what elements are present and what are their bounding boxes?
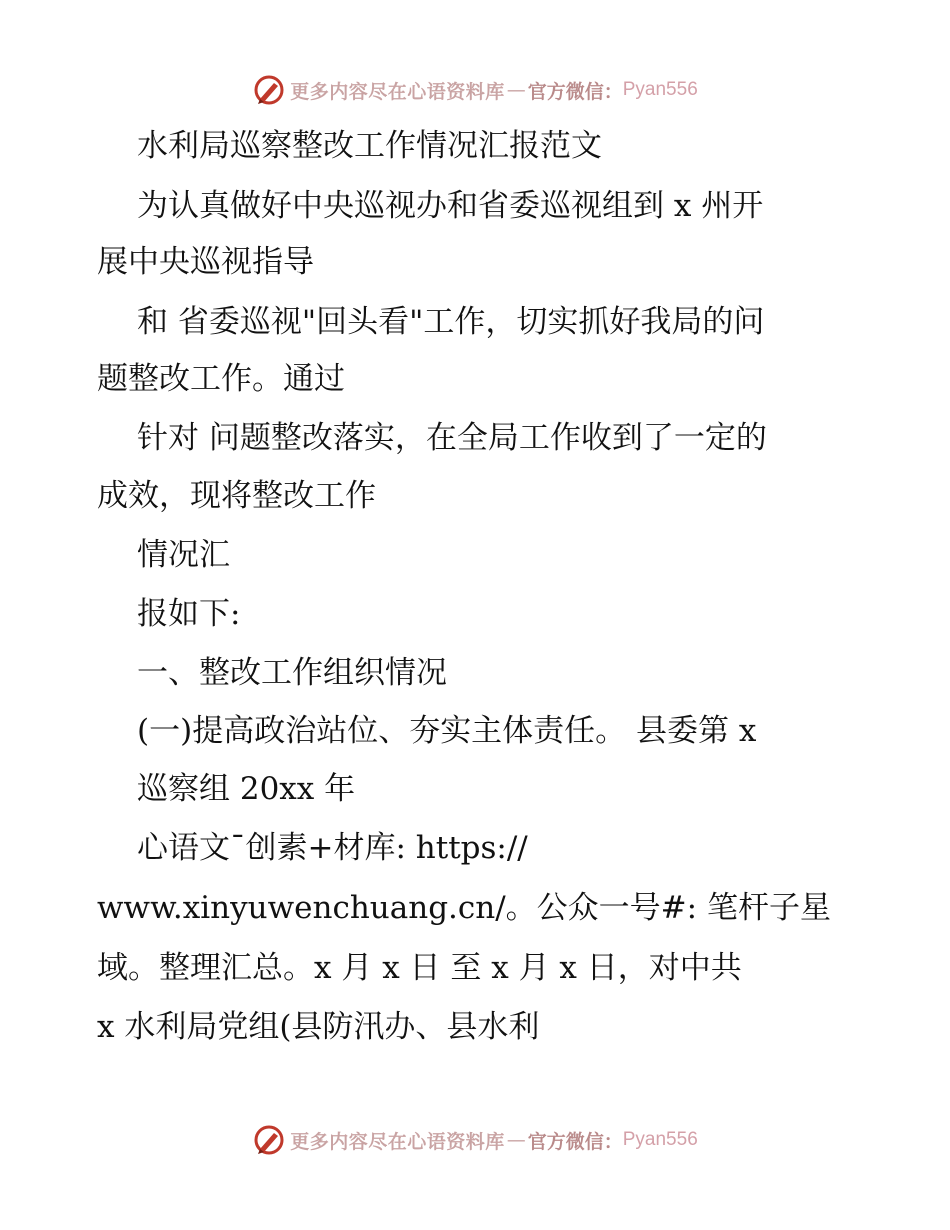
document-title: 水利局巡察整改工作情况汇报范文: [137, 128, 602, 164]
paragraph-line: 成效，现将整改工作: [97, 478, 376, 514]
banner-dash: —: [506, 1129, 526, 1151]
pen-logo-icon: [252, 1123, 286, 1157]
banner-wechat-id: Pyan556: [622, 1129, 698, 1150]
pen-logo-icon: [252, 73, 286, 107]
paragraph-line: 为认真做好中央巡视办和省委巡视组到 x 州开: [137, 188, 764, 224]
paragraph-line: www.xinyuwenchuang.cn/。公众一号#: 笔杆子星: [97, 890, 831, 926]
banner-text: 更多内容尽在心语资料库: [290, 1130, 505, 1153]
paragraph-line: 报如下:: [137, 596, 241, 632]
banner-wechat-id: Pyan556: [622, 79, 698, 100]
paragraph-line: 心语文¯创素+材库: https://: [137, 830, 528, 866]
paragraph-line: 针对 问题整改落实，在全局工作收到了一定的: [137, 420, 767, 456]
paragraph-line: 域。整理汇总。x 月 x 日 至 x 月 x 日，对中共: [97, 950, 742, 986]
banner-wechat-label: 官方微信：: [527, 1130, 623, 1153]
banner-wechat-label: 官方微信：: [527, 80, 623, 103]
paragraph-line: 情况汇: [137, 537, 230, 573]
header-watermark-banner: [0, 70, 950, 110]
paragraph-line: 和 省委巡视"回头看"工作，切实抓好我局的问: [137, 304, 765, 340]
footer-watermark-banner: [0, 1120, 950, 1160]
section-heading: 一、整改工作组织情况: [137, 655, 447, 691]
paragraph-line: x 水利局党组(县防汛办、县水利: [97, 1009, 540, 1045]
banner-text: 更多内容尽在心语资料库: [290, 80, 505, 103]
paragraph-line: 展中央巡视指导: [97, 244, 314, 280]
paragraph-line: 题整改工作。通过: [97, 361, 345, 397]
paragraph-line: (一)提高政治站位、夯实主体责任。 县委第 x: [137, 713, 757, 749]
paragraph-line: 巡察组 20xx 年: [137, 771, 356, 807]
banner-dash: —: [506, 79, 526, 101]
